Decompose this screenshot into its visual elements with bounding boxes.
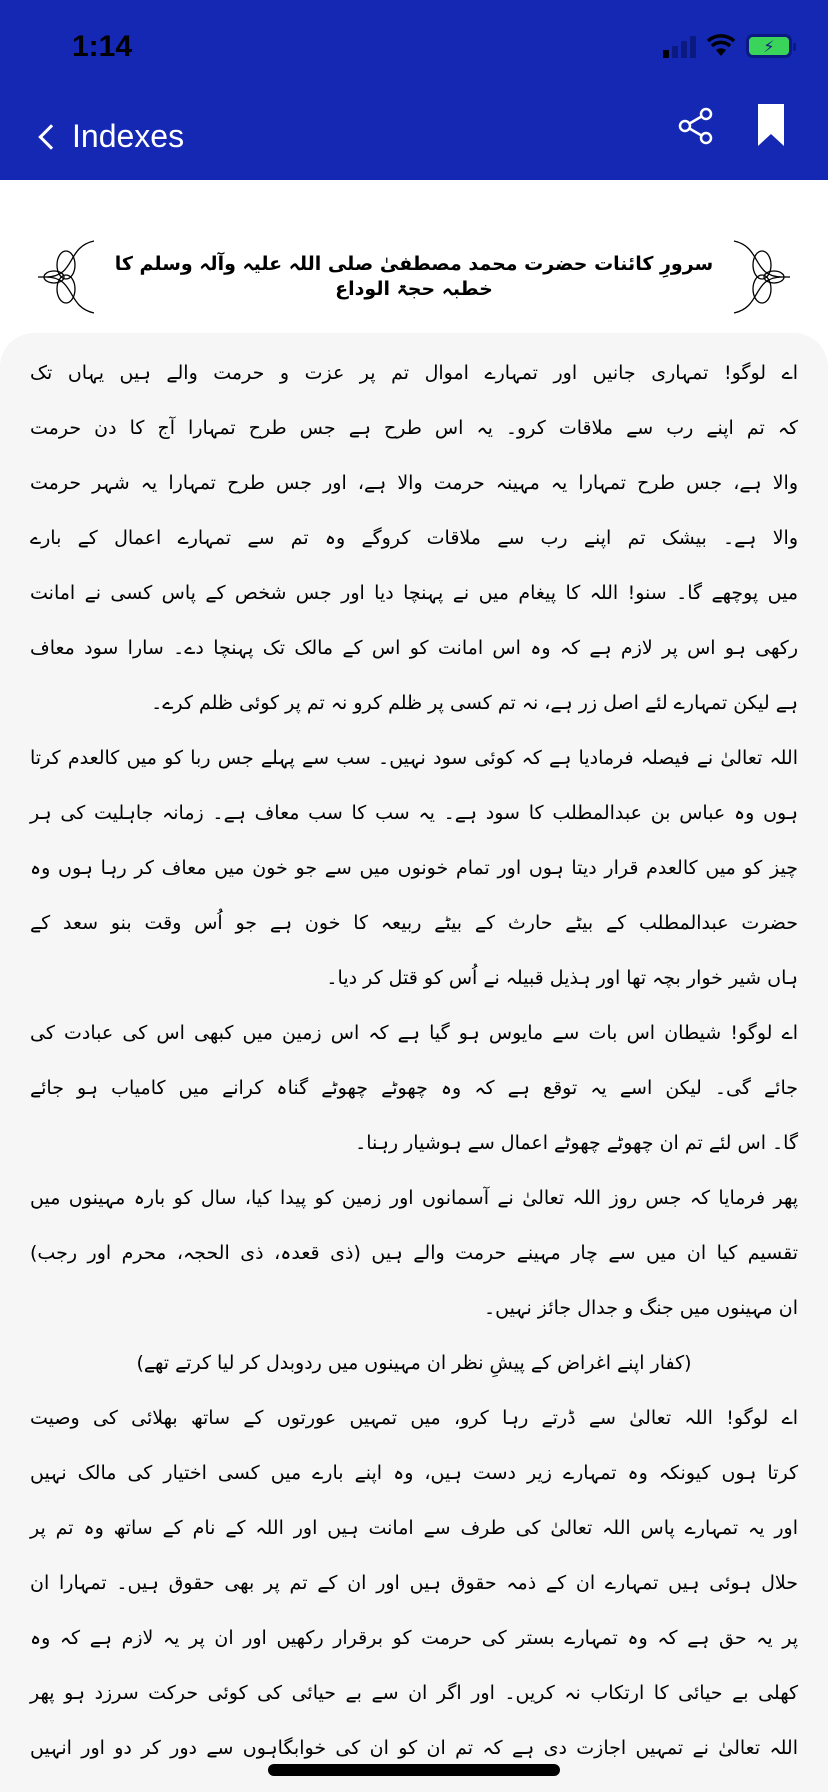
- text-line: اے لوگو! شیطان اس بات سے مایوس ہو گیا ہے کہ اس زمین میں کبھی اس کی عبادت کی: [30, 1022, 798, 1044]
- signal-icon: [663, 34, 696, 58]
- ornament-left-icon: [36, 237, 100, 317]
- page-title: سرورِ کائنات حضرت محمد مصطفیٰ صلی اللہ علیہ وآلہ وسلم کا خطبہ حجۃ الوداع: [114, 253, 714, 300]
- text-line: رکھی ہو اس پر لازم ہے کہ وہ اس امانت کو اس کے مالک تک پہنچا دے۔ سارا سود معاف: [30, 637, 798, 659]
- text-line: حلال ہوئی ہیں تمہارے ان کے ذمہ حقوق ہیں اور ان کے تم پر بھی حقوق ہیں۔ تمہارا ان: [30, 1572, 798, 1594]
- chevron-left-icon: [38, 124, 63, 149]
- text-line: اللہ تعالیٰ نے تمہیں اجازت دی ہے کہ تم ان کو ان کی خوابگاہوں سے دور کر دو اور انہیں: [30, 1737, 798, 1759]
- text-line: اے لوگو! تمہاری جانیں اور تمہارے اموال تم پر عزت و حرمت والے ہیں یہاں تک: [30, 362, 798, 384]
- bookmark-icon[interactable]: [756, 104, 786, 148]
- text-line: تقسیم کیا ان میں سے چار مہینے حرمت والے ہیں (ذی قعدہ، ذی الحجہ، محرم اور رجب): [30, 1242, 798, 1264]
- text-line: اللہ تعالیٰ نے فیصلہ فرمادیا ہے کہ کوئی سود نہیں۔ سب سے پہلے جس ربا کو میں کالعدم کرتا: [30, 747, 798, 769]
- text-line: چیز کو میں کالعدم قرار دیتا ہوں اور تمام خونوں میں سے جو خون میں معاف کر رہا ہوں وہ: [30, 857, 798, 879]
- text-line: اور یہ تمہارے پاس اللہ تعالیٰ کی طرف سے امانت ہیں اور اللہ کے نام کے ساتھ وہ تم پر: [30, 1517, 798, 1539]
- wifi-icon: [706, 34, 736, 58]
- back-label: Indexes: [72, 118, 185, 154]
- text-line: میں پوچھے گا۔ سنو! اللہ کا پیغام میں نے پہنچا دیا اور جس شخص کے پاس کسی نے امانت: [30, 582, 798, 604]
- text-line: والا ہے۔ بیشک تم اپنے رب سے ملاقات کروگے وہ تم سے تمہارے اعمال کے بارے: [30, 527, 798, 549]
- status-time: 1:14: [72, 30, 133, 63]
- text-line: کرتا ہوں کیونکہ وہ تمہارے زیر دست ہیں، وہ اپنے بارے میں کسی اختیار کی مالک نہیں: [30, 1462, 798, 1484]
- back-button[interactable]: [36, 118, 184, 155]
- page-title-banner: [36, 232, 792, 322]
- sermon-text: [30, 346, 798, 1776]
- text-line: کہ تم اپنے رب سے ملاقات کرو۔ یہ اس طرح ہے جس طرح تمہارا آج کا دن حرمت: [30, 417, 798, 439]
- text-line: ہاں شیر خوار بچہ تھا اور ہذیل قبیلہ نے اُس کو قتل کر دیا۔: [326, 967, 798, 989]
- text-line: ہے لیکن تمہارے لئے اصل زر ہے، نہ تم کسی پر ظلم کرو نہ تم پر کوئی ظلم کرے۔: [151, 692, 798, 714]
- text-line: اے لوگو! اللہ تعالیٰ سے ڈرتے رہا کرو، میں تمہیں عورتوں کے ساتھ بھلائی کی وصیت: [30, 1407, 798, 1429]
- ornament-right-icon: [728, 237, 792, 317]
- text-line: ان مہینوں میں جنگ و جدال جائز نہیں۔: [484, 1297, 798, 1319]
- text-line: پر یہ حق ہے کہ وہ تمہارے بستر کی حرمت کو برقرار رکھیں اور ان پر یہ لازم ہے کہ وہ: [30, 1627, 798, 1649]
- text-line: حضرت عبدالمطلب کے بیٹے حارث کے بیٹے ربیعہ کا خون ہے جو اُس وقت بنو سعد کے: [30, 912, 798, 934]
- text-line: گا۔ اس لئے تم ان چھوٹے چھوٹے اعمال سے ہوشیار رہنا۔: [355, 1132, 798, 1154]
- text-line: والا ہے، جس طرح تمہارا یہ مہینہ حرمت والا ہے، اور جس طرح تمہارا یہ شہر حرمت: [30, 472, 798, 494]
- share-icon[interactable]: [676, 106, 716, 146]
- home-indicator[interactable]: [268, 1764, 560, 1776]
- text-line: جائے گی۔ لیکن اسے یہ توقع ہے کہ وہ چھوٹے چھوٹے گناہ کرانے میں کامیاب ہو جائے: [30, 1077, 798, 1099]
- status-icons: [663, 34, 792, 58]
- text-line: پھر فرمایا کہ جس روز اللہ تعالیٰ نے آسمانوں اور زمین کو پیدا کیا، سال کو بارہ مہینوں میں: [30, 1187, 798, 1209]
- text-line: کھلی بے حیائی کا ارتکاب نہ کریں۔ اور اگر ان سے بے حیائی کی کوئی حرکت سرزد ہو پھر: [30, 1682, 798, 1704]
- header-bar: [0, 0, 828, 180]
- text-line: ہوں وہ عباس بن عبدالمطلب کا سود ہے۔ یہ سب کا سب معاف ہے۔ زمانہ جاہلیت کی ہر: [30, 802, 798, 824]
- text-line: (کفار اپنے اغراض کے پیشِ نظر ان مہینوں میں ردوبدل کر لیا کرتے تھے): [136, 1352, 692, 1374]
- battery-charging-icon: ⚡: [746, 34, 792, 58]
